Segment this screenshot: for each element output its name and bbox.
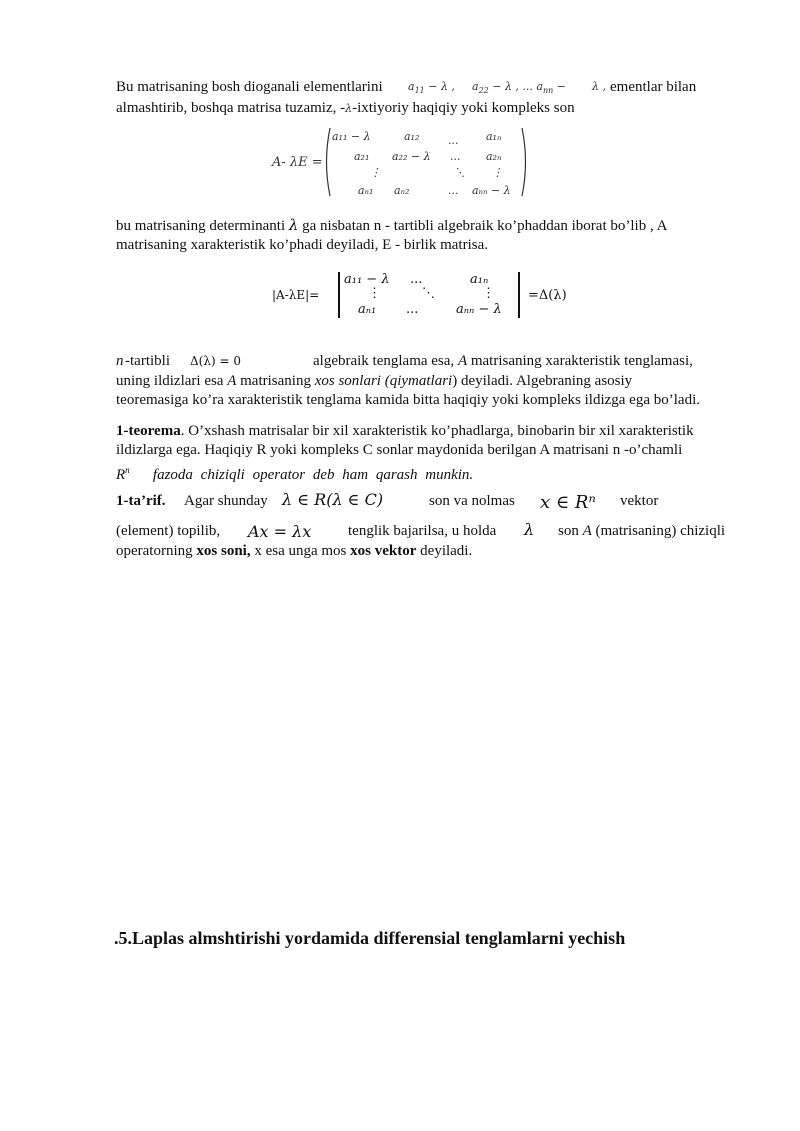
matrix1-cell: a₁₁ − λ xyxy=(332,130,371,143)
det-cell: aₙₙ − λ xyxy=(456,302,502,317)
diag-element-a22: $a_{22} - \lambda$ , ... $a_{nn}$ − xyxy=(472,80,567,96)
period: . xyxy=(469,467,474,483)
right-paren xyxy=(520,126,530,198)
para1-line1 xyxy=(116,78,383,96)
matrix-A: A xyxy=(227,373,237,389)
para2-line2: matrisaning xarakteristik ko’phadi deyiladi, E - birlik matrisa. xyxy=(116,237,488,253)
matrix1-cell: aₙ₂ xyxy=(394,184,410,197)
definition-label: 1-ta’rif. xyxy=(116,493,166,509)
matrix1-cell: ⋮ xyxy=(492,166,503,179)
characteristic-equation: Δ(λ) = 0 xyxy=(190,354,241,368)
matrix1-cell: a₁₂ xyxy=(404,130,420,143)
det-cell: ⋮ xyxy=(482,286,495,301)
definition-line2-a: (element) topilib, xyxy=(116,523,221,539)
lambda-in-R-math: λ ∈ R(λ ∈ C) xyxy=(282,490,384,509)
R-symbol: R xyxy=(116,467,126,483)
left-paren xyxy=(322,126,332,198)
para3-line2-c: ) deyiladi. Algebraning asosiy xyxy=(452,373,633,389)
matrix1-label: A- λE = xyxy=(272,155,323,170)
det-cell: ... xyxy=(410,272,423,287)
definition-line1-b: son va nolmas xyxy=(429,493,515,509)
det-cell: a₁ₙ xyxy=(470,272,489,287)
para3-line2-b: matrisaning xyxy=(240,373,311,389)
para1-text: Bu matrisaning bosh dioganali elementlarini xyxy=(116,79,383,95)
tartibli-text: -tartibli xyxy=(125,353,170,369)
det-cell: ... xyxy=(406,302,419,317)
theorem-text: . O’xshash matrisalar bir xil xarakteristik ko’phadlarga, binobarin bir xil xarakteristik xyxy=(180,423,694,439)
matrix1-cell: ... xyxy=(450,150,461,163)
matrix1-cell: a₂ₙ xyxy=(486,150,502,163)
para1-line2-start: almashtirib, boshqa matrisa tuzamiz, - xyxy=(116,100,346,116)
theorem-line1 xyxy=(116,422,694,440)
matrix1-cell: a₂₁ xyxy=(354,150,370,163)
lambda-symbol: λ xyxy=(524,520,535,539)
determinant-expression xyxy=(272,272,592,320)
det-cell: a₁₁ − λ xyxy=(344,272,390,287)
para2-line1-end: ga nisbatan n - tartibli algebraik ko’phaddan iborat bo’lib , A xyxy=(302,218,668,234)
para1-text-end: ementlar bilan xyxy=(610,79,697,95)
definition-line1-c: vektor xyxy=(620,493,659,509)
Ax-equals-lambda-x-math: Ax = λx xyxy=(248,522,312,541)
theorem-label: 1-teorema xyxy=(116,423,181,439)
diag-element-a11: $a_{11} - \lambda$ , xyxy=(408,80,455,96)
para3-line3: teoremasiga ko’ra xarakteristik tenglama kamida bitta haqiqiy yoki kompleks ildizga ega bo’ladi. xyxy=(116,392,700,408)
definition-line3 xyxy=(116,542,472,560)
matrix1-cell: a₂₂ − λ xyxy=(392,150,431,163)
para3-line2-a: uning ildizlari esa xyxy=(116,373,224,389)
matrix1-cell: aₙ₁ xyxy=(358,184,374,197)
definition-line2-b: tenglik bajarilsa, u holda xyxy=(348,523,497,539)
para2-line1-start: bu matrisaning determinanti xyxy=(116,218,286,234)
det-cell: ⋮ xyxy=(368,286,381,301)
diag-lambda: λ , xyxy=(592,80,606,93)
theorem-line2: ildizlarga ega. Haqiqiy R yoki kompleks C sonlar maydonida berilgan A matrisani n -o’chamli xyxy=(116,442,683,458)
det-cell: ⋱ xyxy=(422,286,435,301)
para3-line1-end: algebraik tenglama esa, A matrisaning xarakteristik tenglamasi, xyxy=(313,353,693,369)
matrix-a-minus-lambda-e xyxy=(272,126,542,198)
definition-line3-c: x esa unga mos xyxy=(254,543,347,559)
det-result: =Δ(λ) xyxy=(528,288,567,303)
det-bar-left xyxy=(338,272,340,318)
definition-line3-a: operatorning xyxy=(116,543,193,559)
definition-line2-c: son A (matrisaning) chiziqli xyxy=(558,523,726,539)
matrix1-cell: ⋱ xyxy=(454,166,465,179)
det-bar-right xyxy=(518,272,520,318)
lambda-symbol: λ xyxy=(288,216,299,234)
section-heading: .5.Laplas almshtirishi yordamida differensial tenglamlarni yechish xyxy=(114,928,626,948)
para1-line2 xyxy=(116,99,575,118)
para3-line2 xyxy=(116,372,632,390)
matrix1-cell: a₁ₙ xyxy=(486,130,502,143)
matrix1-cell: aₙₙ − λ xyxy=(472,184,511,197)
n-symbol: n xyxy=(116,353,124,369)
det-cell: aₙ₁ xyxy=(358,302,377,317)
definition-line3-d: deyiladi. xyxy=(420,543,473,559)
lambda-symbol: λ xyxy=(345,102,353,115)
matrix1-cell: ⋮ xyxy=(370,166,381,179)
para2-line1 xyxy=(116,216,667,235)
theorem-line3 xyxy=(116,461,473,484)
xos-soni-term: xos soni, xyxy=(196,543,251,559)
determinant-label: |A-λE|= xyxy=(272,288,320,302)
para1-line2-end: -ixtiyoriy haqiqiy yoki kompleks son xyxy=(352,100,575,116)
xos-sonlari-term: xos sonlari (qiymatlari xyxy=(314,373,453,389)
matrix1-cell: ... xyxy=(448,184,459,197)
xos-vektor-term: xos vektor xyxy=(350,543,417,559)
matrix1-cell: ... xyxy=(448,134,459,147)
definition-line1-a: Agar shunday xyxy=(184,493,268,509)
x-in-Rn-math: x ∈ Rⁿ xyxy=(540,492,596,513)
R-superscript: n xyxy=(125,465,130,475)
theorem-line3-text: fazoda chiziqli operator deb ham qarash munkin xyxy=(152,467,470,483)
